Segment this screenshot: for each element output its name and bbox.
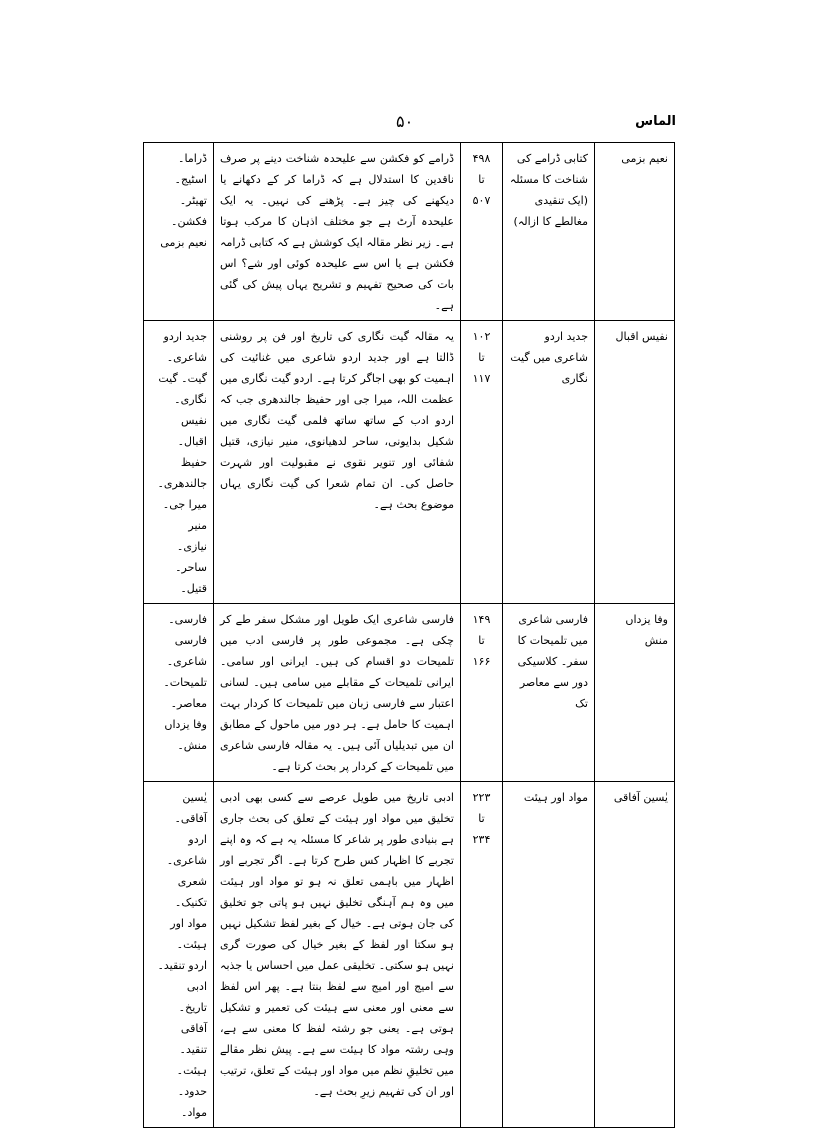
title-cell: مواد اور ہیئت xyxy=(503,782,595,1128)
page-from: ۲۲۳ xyxy=(472,791,491,804)
keyword: ڈراما۔ اسٹیج۔ xyxy=(174,152,207,186)
keyword: منش۔ xyxy=(177,739,207,752)
keywords-cell xyxy=(144,143,214,321)
page-separator: تا xyxy=(478,351,485,364)
keyword: گیت۔ گیت نگاری۔ xyxy=(158,372,207,406)
journal-name: الماس xyxy=(635,114,676,129)
keyword: وفا یزداں xyxy=(164,718,207,731)
pages-cell xyxy=(461,604,503,782)
articles-table xyxy=(143,142,675,1128)
page-to: ۲۳۴ xyxy=(472,833,491,846)
keyword: فارسی۔ فارسی xyxy=(168,613,207,647)
table-row xyxy=(144,143,675,321)
author-cell: نفیس اقبال xyxy=(595,321,675,604)
keyword: تھیٹر۔ فکشن۔ xyxy=(171,194,207,228)
page-separator: تا xyxy=(478,812,485,825)
author-cell: وفا یزداں منش xyxy=(595,604,675,782)
keyword: حدود۔ مواد۔ xyxy=(177,1085,207,1119)
keyword: تاریخ۔ آفاقی xyxy=(178,1001,207,1035)
page-number: ۵۰ xyxy=(396,112,414,131)
keyword: جدید اردو شاعری۔ xyxy=(163,330,207,364)
keyword: تنقید۔ ہیئت۔ xyxy=(176,1043,207,1077)
keyword: تلمیحات۔ معاصر۔ xyxy=(163,676,207,710)
abstract-cell: فارسی شاعری ایک طویل اور مشکل سفر طے کر چکی ہے۔ مجموعی طور پر فارسی ادب میں تلمیحات دو اقسام کی ہیں۔ ایرانی اور سامی۔ ایرانی تلمیحات کے مقابلے میں سامی ہیں۔ لسانی اعتبار سے فارسی زبان میں تلمیحات کا کردار بہت اہمیت کا حامل ہے۔ ہر دور میں ماحول کے مطابق ان میں تبدیلیاں آئی ہیں۔ یہ مقالہ فارسی شاعری میں تلمیحات کے کردار پر بحث کرتا ہے۔ xyxy=(214,604,461,782)
keyword: میرا جی۔ منیر xyxy=(162,498,207,532)
keyword: قتیل۔ xyxy=(180,582,207,595)
keyword: مواد اور ہیئت۔ xyxy=(170,917,207,951)
keyword: حفیظ جالندھری۔ xyxy=(157,456,207,490)
page-to: ۵۰۷ xyxy=(472,194,491,207)
keyword: اردو شاعری۔ xyxy=(166,833,207,867)
keyword: یٰسین آفاقی۔ xyxy=(174,791,207,825)
table-row xyxy=(144,782,675,1128)
page-from: ۱۴۹ xyxy=(472,613,491,626)
table-row xyxy=(144,604,675,782)
pages-cell xyxy=(461,321,503,604)
title-cell: کتابی ڈرامے کی شناخت کا مسئلہ (ایک تنقیدی مغالطے کا ازالہ) xyxy=(503,143,595,321)
keywords-cell xyxy=(144,782,214,1128)
page-from: ۴۹۸ xyxy=(472,152,491,165)
pages-cell xyxy=(461,143,503,321)
page-header xyxy=(140,112,676,136)
pages-cell xyxy=(461,782,503,1128)
page-separator: تا xyxy=(478,173,485,186)
keyword: نعیم بزمی xyxy=(160,236,207,249)
title-cell: جدید اردو شاعری میں گیت نگاری xyxy=(503,321,595,604)
page-from: ۱۰۲ xyxy=(472,330,491,343)
page-separator: تا xyxy=(478,634,485,647)
title-cell: فارسی شاعری میں تلمیحات کا سفر۔ کلاسیکی دور سے معاصر تک xyxy=(503,604,595,782)
keywords-cell xyxy=(144,604,214,782)
author-cell: نعیم بزمی xyxy=(595,143,675,321)
page-to: ۱۶۶ xyxy=(472,655,491,668)
keywords-cell xyxy=(144,321,214,604)
page-to: ۱۱۷ xyxy=(472,372,491,385)
abstract-cell: ڈرامے کو فکشن سے علیحدہ شناخت دینے پر صرف ناقدین کا استدلال ہے کہ ڈراما کر کے دکھانے یا دیکھنے کی چیز ہے۔ پڑھنے کی نہیں۔ یہ ایک علیحدہ آرٹ ہے جو مختلف اذہان کا مرکب ہوتا ہے۔ زیر نظر مقالہ ایک کوشش ہے کہ کتابی ڈرامہ فکشن ہے یا اس سے علیحدہ کوئی اور شے؟ اس بات کی صحیح تفہیم و تشریح یہاں پیش کی گئی ہے۔ xyxy=(214,143,461,321)
abstract-cell: یہ مقالہ گیت نگاری کی تاریخ اور فن پر روشنی ڈالتا ہے اور جدید اردو شاعری میں غنائیت کی اہمیت کو بھی اجاگر کرتا ہے۔ اردو گیت نگاری میں عظمت اللہ، میرا جی اور حفیظ جالندھری جب کہ اردو ادب کے ساتھ ساتھ فلمی گیت نگاری میں شکیل بدایونی، ساحر لدھیانوی، منیر نیازی، قتیل شفائی اور تنویر نقوی نے مقبولیت اور شہرت حاصل کی۔ ان تمام شعرا کی گیت نگاری یہاں موضوع بحث ہے۔ xyxy=(214,321,461,604)
keyword: شاعری۔ xyxy=(166,655,207,668)
keyword: نیازی۔ ساحر۔ xyxy=(175,540,207,574)
table-row xyxy=(144,321,675,604)
keyword: شعری تکنیک۔ xyxy=(174,875,207,909)
keyword: اردو تنقید۔ ادبی xyxy=(157,959,207,993)
keyword: نفیس اقبال۔ xyxy=(177,414,207,448)
author-cell: یٰسین آفاقی xyxy=(595,782,675,1128)
abstract-cell: ادبی تاریخ میں طویل عرصے سے کسی بھی ادبی تخلیق میں مواد اور ہیئت کے تعلق کی بحث جاری ہے بنیادی طور پر شاعر کا مسئلہ یہ ہے کہ وہ اپنے تجربے کا اظہار کس طرح کرتا ہے۔ اگر تجربے اور اظہار میں باہمی تعلق نہ ہو تو مواد اور ہیئت میں وہ ہم آہنگی تخلیق نہیں ہو پاتی جو تخلیق کی جان ہوتی ہے۔ خیال کے بغیر لفظ تشکیل نہیں ہو سکتا اور لفظ کے بغیر خیال کی صورت گری نہیں ہو سکتی۔ تخلیقی عمل میں احساس یا جذبہ سے امیج اور امیج سے لفظ بنتا ہے۔ پھر اس لفظ سے معنی اور معنی سے ہیئت کی تعمیر و تشکیل ہوتی ہے۔ یعنی جو رشتہ لفظ کا معنی سے ہے، وہی رشتہ مواد کا ہیئت سے ہے۔ پیش نظر مقالے میں تخلیقِ نظم میں مواد اور ہیئت کے تعلق، ترتیب اور ان کی تفہیم زیرِ بحث ہے۔ xyxy=(214,782,461,1128)
